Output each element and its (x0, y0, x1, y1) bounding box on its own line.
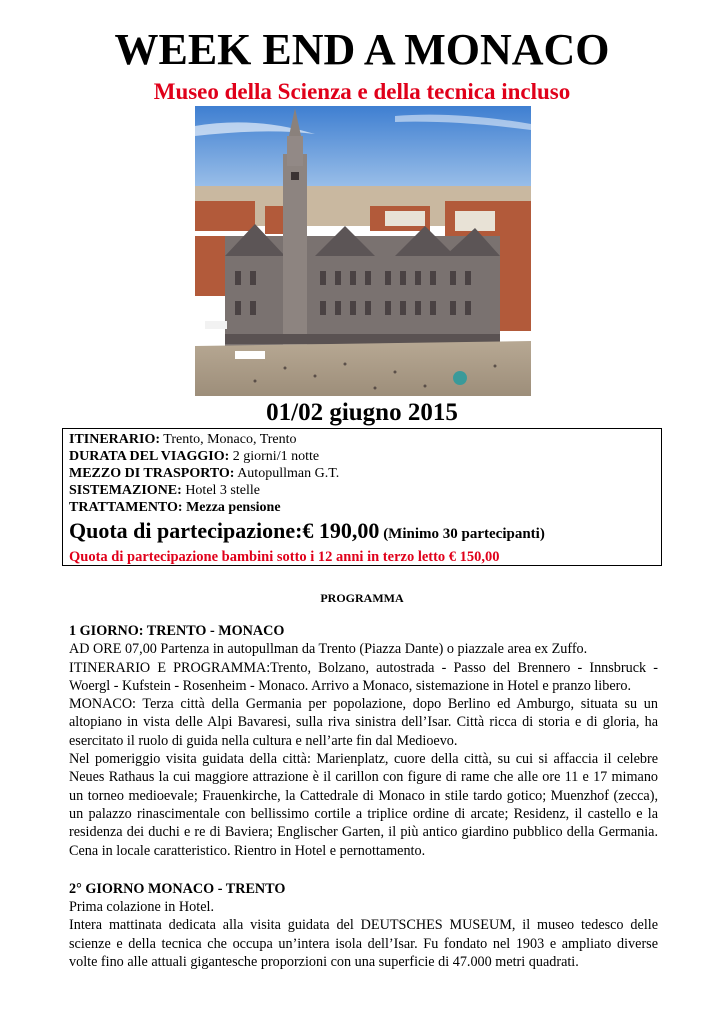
day2-title: 2° GIORNO MONACO - TRENTO (69, 880, 286, 897)
info-mezzo (69, 465, 655, 482)
quota-minimum: (Minimo 30 partecipanti) (379, 526, 545, 542)
info-durata (69, 448, 655, 465)
day2-paragraph-1: Prima colazione in Hotel. (69, 899, 214, 916)
info-trattamento (69, 499, 655, 516)
sistemazione-label: SISTEMAZIONE: (69, 483, 182, 498)
trip-date: 01/02 giugno 2015 (266, 399, 458, 426)
durata-value: 2 giorni/1 notte (229, 449, 320, 464)
itinerario-label: ITINERARIO: (69, 432, 161, 447)
trip-info-box (62, 428, 662, 566)
munich-town-hall-photo (195, 106, 531, 396)
trattamento-value: Mezza pensione (182, 500, 281, 515)
day1-paragraph-2: ITINERARIO E PROGRAMMA:Trento, Bolzano, autostrada - Passo del Brennero - Innsbruck - Woergl - Kufstein - Rosenheim - Monaco. Arrivo a Monaco, sistemazione in Hotel e pranzo libero. (69, 659, 658, 694)
trattamento-label: TRATTAMENTO: (69, 500, 183, 515)
day2-paragraph-2: Intera mattinata dedicata alla visita guidata del DEUTSCHES MUSEUM, il museo tedesco delle scienze e della tecnica che occupa un’intera isola dell’Isar. Fu fondato nel 1903 e ampliato diverse volte fino alle attuali gigantesche proporzioni con una superficie di 47.000 metri quadrati. (69, 917, 658, 971)
program-body (69, 622, 658, 971)
quota-main: Quota di partecipazione:€ 190,00 (69, 518, 380, 543)
day1-title: 1 GIORNO: TRENTO - MONACO (69, 623, 285, 639)
info-sistemazione (69, 482, 655, 499)
day1-paragraph-4: Nel pomeriggio visita guidata della città: Marienplatz, cuore della città, su cui si affaccia il celebre Neues Rathaus la cui maggiore attrazione è il carillon con figure di rame che alle ore 11 e 17 mimano un torneo medioevale; Frauenkirche, la Cattedrale di Monaco in stile tardo gotico; Muenzhof (zecca), un palazzo rinascimentale con bellissimo cortile a triplice ordine di arcate; Residenz, il castello e la residenza dei duchi e re di Baviera; Englischer Garten, il più antico giardino pubblico della Germania. Cena in locale caratteristico. Rientro in Hotel e pernottamento. (69, 751, 658, 859)
sistemazione-value: Hotel 3 stelle (181, 483, 260, 498)
info-itinerario (69, 431, 655, 448)
mezzo-label: MEZZO DI TRASPORTO: (69, 466, 235, 481)
day1-paragraph-1: AD ORE 07,00 Partenza in autopullman da Trento (Piazza Dante) o piazzale area ex Zuffo. (69, 641, 588, 658)
programma-heading: PROGRAMMA (320, 591, 404, 605)
durata-label: DURATA DEL VIAGGIO: (69, 449, 230, 464)
quota-kids: Quota di partecipazione bambini sotto i 12 anni in terzo letto € 150,00 (69, 549, 500, 565)
quota-price (69, 517, 655, 548)
day1-paragraph-3: MONACO: Terza città della Germania per popolazione, dopo Berlino ed Amburgo, situata su un altopiano in vista delle Alpi Bavaresi, sulla riva sinistra dell’Isar. Città ricca di storia e di gloria, ha esercitato il ruolo di guida nella cultura e nell’arte fin dal Medioevo. (69, 696, 658, 749)
mezzo-value: Autopullman G.T. (234, 466, 340, 481)
page-subtitle: Museo della Scienza e della tecnica incluso (153, 79, 571, 104)
page-title: WEEK END A MONACO (114, 25, 610, 74)
itinerario-value: Trento, Monaco, Trento (160, 432, 297, 447)
